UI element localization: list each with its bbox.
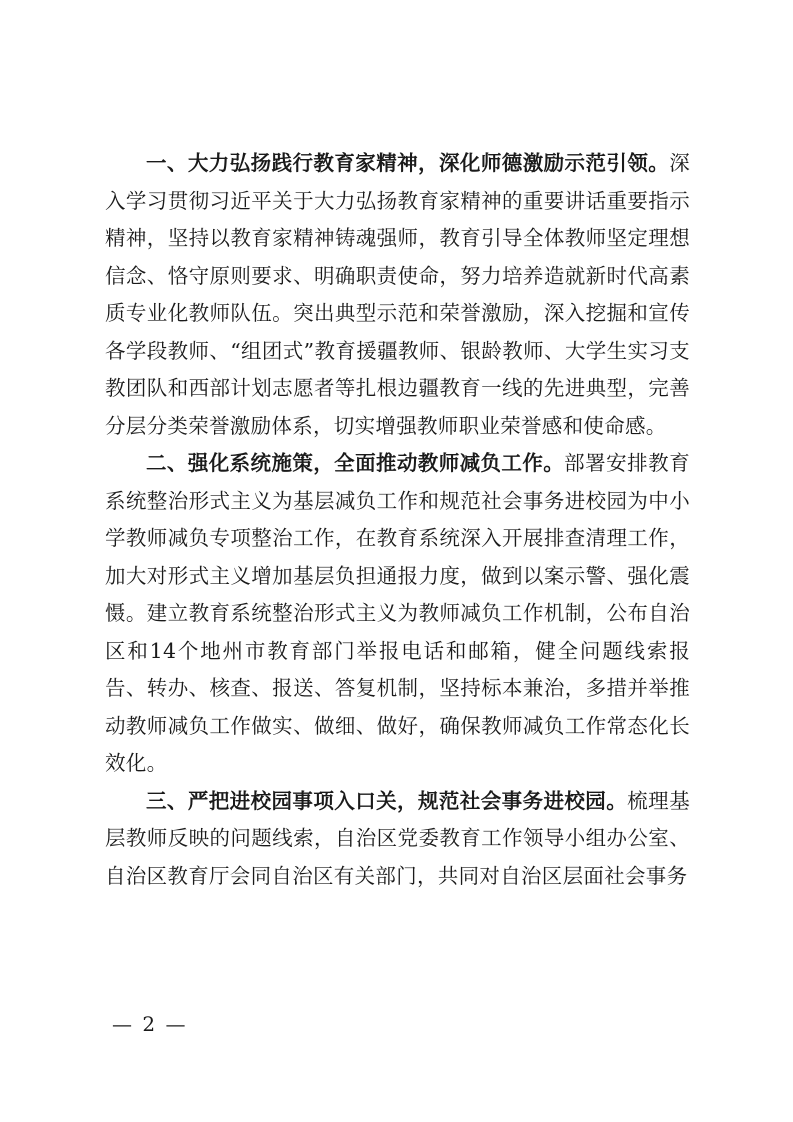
paragraph-burden-reduction <box>105 445 690 783</box>
paragraph-teacher-spirit <box>105 145 690 445</box>
paragraph-campus-affairs <box>105 783 690 896</box>
paragraph-text: 梳理基层教师反映的问题线索，自治区党委教育工作领导小组办公室、自治区教育厅会同自治区有关部门，共同对自治区层面社会事务 <box>105 788 690 888</box>
paragraph-text: 部署安排教育系统整治形式主义为基层减负工作和规范社会事务进校园为中小学教师减负专项整治工作，在教育系统深入开展排查清理工作，加大对形式主义增加基层负担通报力度，做到以案示警、强化震慑。建立教育系统整治形式主义为教师减负工作机制，公布自治区和14个地州市教育部门举报电话和邮箱，健全问题线索报告、转办、核查、报送、答复机制，坚持标本兼治，多措并举推动教师减负工作做实、做细、做好，确保教师减负工作常态化长效化。 <box>105 451 690 775</box>
paragraph-heading: 三、严把进校园事项入口关，规范社会事务进校园。 <box>146 788 628 813</box>
paragraph-heading: 一、大力弘扬践行教育家精神，深化师德激励示范引领。 <box>146 151 670 175</box>
paragraph-heading: 二、强化系统施策，全面推动教师减负工作。 <box>146 451 565 475</box>
page-number: — 2 — <box>112 1012 188 1036</box>
document-body <box>105 145 690 895</box>
paragraph-text: 深入学习贯彻习近平关于大力弘扬教育家精神的重要讲话重要指示精神，坚持以教育家精神铸魂强师，教育引导全体教师坚定理想信念、恪守原则要求、明确职责使命，努力培养造就新时代高素质专业化教师队伍。突出典型示范和荣誉激励，深入挖掘和宣传各学段教师、“组团式”教育援疆教师、银龄教师、大学生实习支教团队和西部计划志愿者等扎根边疆教育一线的先进典型，完善分层分类荣誉激励体系，切实增强教师职业荣誉感和使命感。 <box>105 151 690 438</box>
